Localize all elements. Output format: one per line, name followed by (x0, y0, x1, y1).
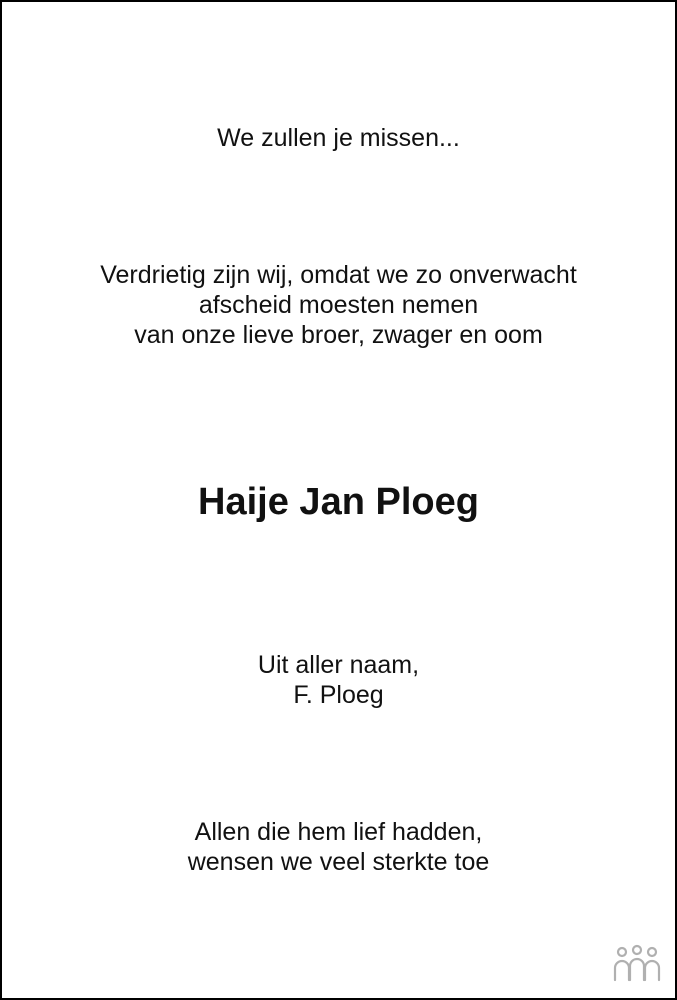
closing-line-2: wensen we veel sterkte toe (187, 848, 490, 876)
announcement-line-1: Verdrietig zijn wij, omdat we zo onverwacht (100, 261, 577, 289)
closing-line-1: Allen die hem lief hadden, (194, 818, 483, 846)
people-group-icon (613, 944, 661, 982)
signature-line-2: F. Ploeg (293, 681, 384, 709)
announcement-line-3: van onze lieve broer, zwager en oom (134, 321, 543, 349)
announcement-line-2: afscheid moesten nemen (198, 291, 479, 319)
deceased-name: Haije Jan Ploeg (198, 481, 479, 523)
signature-line-1: Uit aller naam, (257, 651, 420, 679)
intro-text: We zullen je missen... (217, 124, 460, 152)
